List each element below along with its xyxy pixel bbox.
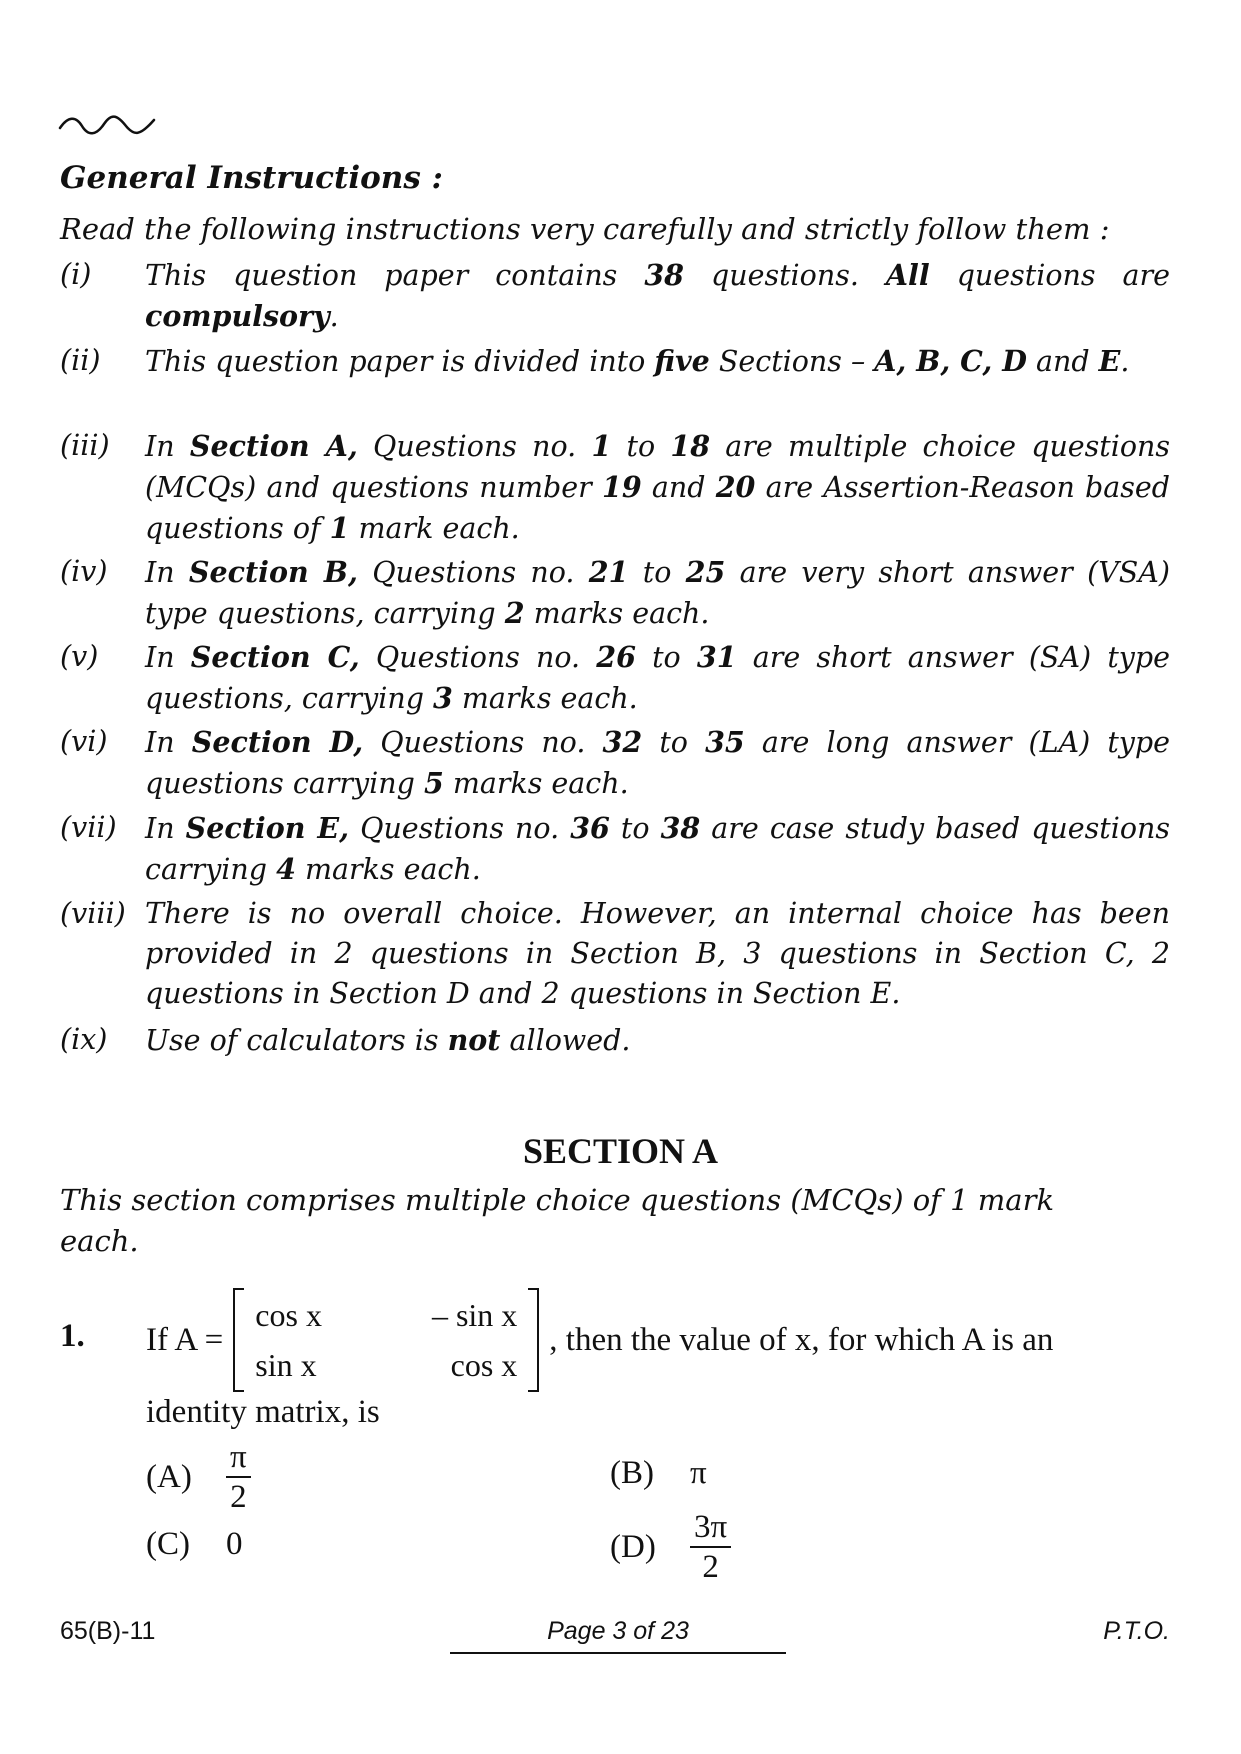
matrix-cell: sin x	[255, 1347, 317, 1383]
denominator: 2	[702, 1549, 719, 1585]
option-d	[610, 1510, 731, 1584]
instruction-item	[60, 552, 1170, 634]
instruction-item	[60, 341, 1170, 382]
instruction-number: (ix)	[60, 1023, 108, 1056]
option-label: (D)	[610, 1528, 656, 1565]
instruction-text: This question paper contains 38 questions. All questions are compulsory.	[145, 258, 1170, 333]
please-turn-over: P.T.O.	[1103, 1617, 1170, 1645]
option-value: π	[690, 1455, 707, 1491]
instruction-number: (vi)	[60, 725, 108, 758]
fraction	[226, 1440, 251, 1514]
instruction-number: (ii)	[60, 344, 101, 377]
instruction-item	[60, 637, 1170, 719]
right-bracket	[528, 1288, 539, 1392]
instruction-number: (viii)	[60, 897, 126, 930]
left-bracket	[233, 1288, 244, 1392]
instruction-item	[60, 808, 1170, 890]
instruction-text: In Section E, Questions no. 36 to 38 are case study based questions carrying 4 marks each.	[145, 811, 1170, 886]
paper-code: 65(B)-11	[60, 1617, 156, 1645]
instructions-title: General Instructions :	[60, 160, 444, 196]
option-label: (A)	[146, 1458, 192, 1495]
option-label: (B)	[610, 1455, 654, 1491]
instruction-number: (iv)	[60, 555, 108, 588]
instruction-item	[60, 894, 1170, 1014]
wavy-line-ornament	[58, 112, 158, 138]
instruction-item	[60, 255, 1170, 337]
option-value: 0	[226, 1526, 243, 1562]
instruction-text: In Section A, Questions no. 1 to 18 are multiple choice questions (MCQs) and questions number 19 and 20 are Assertion-Reason based questions of 1 mark each.	[145, 429, 1170, 545]
question-stem	[146, 1290, 1176, 1431]
question-prefix: If A =	[146, 1321, 224, 1358]
instruction-number: (i)	[60, 258, 92, 291]
instruction-text: In Section D, Questions no. 32 to 35 are long answer (LA) type questions carrying 5 marks each.	[145, 725, 1170, 800]
instruction-number: (iii)	[60, 429, 110, 462]
question-number: 1.	[60, 1318, 85, 1354]
instruction-number: (v)	[60, 640, 99, 673]
question-line2: identity matrix, is	[146, 1394, 380, 1430]
instruction-text: This question paper is divided into five Sections – A, B, C, D and E.	[145, 344, 1130, 378]
matrix-cell: – sin x	[431, 1297, 518, 1333]
numerator: π	[226, 1440, 251, 1478]
instructions-lead: Read the following instructions very carefully and strictly follow them :	[60, 212, 1110, 246]
instruction-text: In Section C, Questions no. 26 to 31 are short answer (SA) type questions, carrying 3 marks each.	[145, 640, 1170, 715]
option-label: (C)	[146, 1526, 190, 1562]
instruction-text: In Section B, Questions no. 21 to 25 are very short answer (VSA) type questions, carrying 2 marks each.	[145, 555, 1171, 630]
section-title: SECTION A	[522, 1131, 719, 1171]
denominator: 2	[230, 1479, 247, 1515]
matrix-cell: cos x	[450, 1347, 518, 1383]
option-a	[146, 1440, 251, 1514]
fraction	[690, 1510, 731, 1584]
section-description: This section comprises multiple choice questions (MCQs) of 1 mark each.	[60, 1183, 1055, 1258]
instruction-item	[60, 1020, 1170, 1061]
instruction-item	[60, 426, 1170, 549]
instruction-item	[60, 722, 1170, 804]
question-suffix: , then the value of x, for which A is an	[549, 1321, 1054, 1358]
instruction-number: (vii)	[60, 811, 117, 844]
instruction-text: Use of calculators is not allowed.	[145, 1023, 631, 1057]
option-b	[610, 1455, 707, 1492]
instruction-text: There is no overall choice. However, an internal choice has been provided in 2 questions in Section B, 3 questions in Section C, 2 questions in Section D and 2 questions in Section E.	[145, 897, 1170, 1010]
page-number: Page 3 of 23	[450, 1617, 786, 1654]
matrix-a	[233, 1288, 539, 1392]
numerator: 3π	[690, 1510, 731, 1548]
option-c	[146, 1526, 243, 1563]
matrix-cell: cos x	[255, 1297, 322, 1333]
